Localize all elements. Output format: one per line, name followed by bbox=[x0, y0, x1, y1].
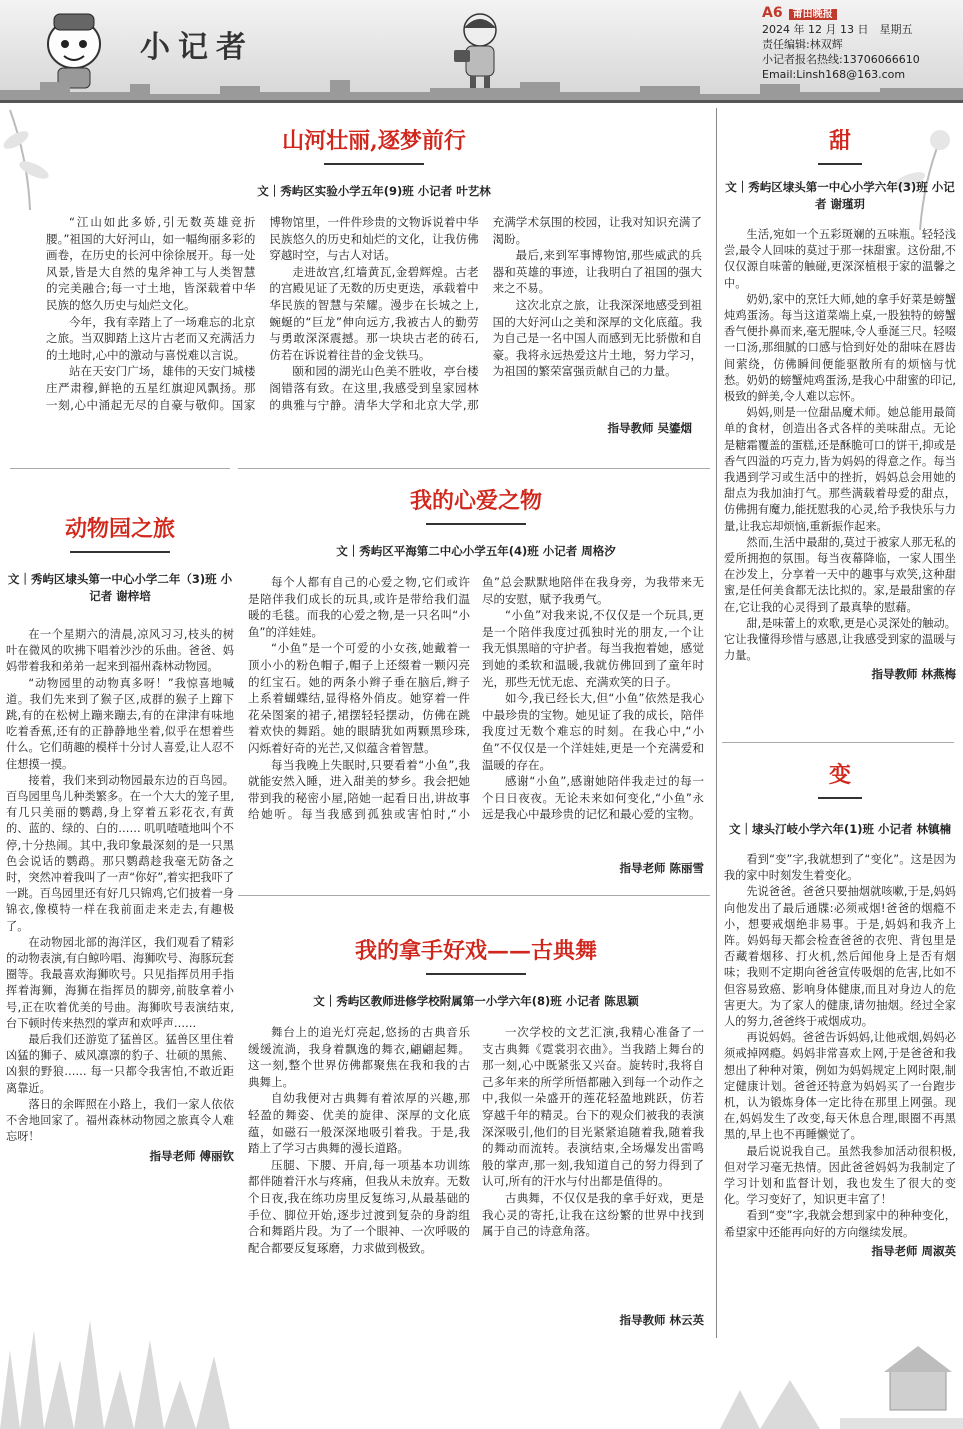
paragraph: 压腿、下腰、开肩,每一项基本功训练都伴随着汗水与疼痛，但我从未放弃。无数个日夜,我在练功房里反复练习,从最基础的手位、脚位开始,逐步过渡到复杂的身韵组合和舞蹈片段。为了一个眼神、一次呼吸的配合都要反复琢磨，力求做到极致。 bbox=[248, 1157, 470, 1255]
article-body bbox=[724, 852, 956, 1241]
article-teacher: 指导老师 傅丽钦 bbox=[149, 1148, 234, 1163]
email-link[interactable]: Email:Linsh168@163.com bbox=[762, 68, 906, 81]
paragraph: “动物园里的动物真多呀！”我惊喜地喊道。我们先来到了猴子区,成群的猴子上蹿下跳,有的在松树上蹦来蹦去,有的在津津有味地吃着香蕉,还有的正静静地坐着,似乎在想着些什么。它们萌趣的模样十分讨人喜爱,让人忍不住想摸一摸。 bbox=[6, 676, 234, 771]
article-zoo bbox=[6, 512, 234, 1164]
column-divider bbox=[716, 108, 717, 1338]
paragraph: 在动物园北部的海洋区，我们观看了精彩的动物表演,有白鲸吟唱、海狮吹号、海豚玩套圈等。我最喜欢海狮吹号。只见指挥员用手指挥着海狮，海狮在指挥员的脚旁,前肢拿着小号,正在吹着优美的号曲。海狮吹号表演结束,台下顿时传来热烈的掌声和欢呼声…… bbox=[6, 935, 234, 1030]
paragraph: 舞台上的追光灯亮起,悠扬的古典音乐缓缓流淌，我身着飘逸的舞衣,翩翩起舞。这一刻,整个世界仿佛都聚焦在我和我的古典舞上。 bbox=[248, 1025, 470, 1089]
paragraph: 然而,生活中最甜的,莫过于被家人那无私的爱所拥抱的氛围。每当夜幕降临，一家人围坐在沙发上，分享着一天中的趣事与欢笑,这种甜蜜,是任何美食都无法比拟的。家,是最甜蜜的存在,它让我的心灵得到了最真挚的慰藉。 bbox=[724, 535, 956, 614]
section-divider bbox=[238, 895, 710, 896]
article-body bbox=[724, 227, 956, 664]
masthead bbox=[0, 0, 963, 103]
paragraph: 一次学校的文艺汇演,我精心准备了一支古典舞《霓裳羽衣曲》。当我踏上舞台的那一刻,心中既紧张又兴奋。旋转时,我将自己多年来的所学所悟都融入到每一个动作之中,我似一朵盛开的莲花轻盈地跳跃，仿若穿越千年的精灵。台下的观众们被我的表演深深吸引,他们的目光紧紧追随着我,随着我的舞动而流转。表演结束,全场爆发出雷鸣般的掌声,那一刻,我知道自己的努力得到了认可,所有的汗水与付出都是值得的。 bbox=[482, 1025, 704, 1189]
paragraph: 走进故宫,红墙黄瓦,金碧辉煌。古老的宫殿见证了无数的历史更迭，承载着中华民族的智慧与荣耀。漫步在长城之上,蜿蜒的“巨龙”伸向远方,我被古人的勤劳与勇敢深深震撼。那一块块古老的砖石,仿若在诉说着往昔的金戈铁马。 bbox=[269, 264, 479, 362]
paragraph: 落日的余晖照在小路上，我们一家人依依不舍地回家了。福州森林动物园之旅真令人难忘呀！ bbox=[6, 1097, 234, 1144]
article-teacher: 指导教师 林云英 bbox=[619, 1313, 704, 1327]
article-bian bbox=[724, 758, 956, 1259]
paragraph: 感谢“小鱼”,感谢她陪伴我走过的每一个日日夜夜。无论未来如何变化,“小鱼”永远是我心中最珍贵的记忆和最心爱的宝物。 bbox=[482, 774, 704, 822]
paragraph: 先说爸爸。爸爸只要抽烟就咳嗽,于是,妈妈向他发出了最后通牒:必须戒烟!爸爸的烟瘾不小，想要戒烟绝非易事。于是,妈妈和我齐上阵。妈妈每天都会检查爸爸的衣兜、背包里是否藏着烟移、打火机,然后闻他身上是否有烟味；我则不定期向爸爸宣传吸烟的危害,比如不但容易致癌、影响身体健康,而且对身边人的危害更大。为了家人的健康,请勿抽烟。经过全家人的努力,爸爸终于戒烟成功。 bbox=[724, 885, 956, 1029]
paragraph: 再说妈妈。爸爸告诉妈妈,让他戒烟,妈妈必须戒掉网瘾。妈妈非常喜欢上网,于是爸爸和我想出了种种对策，例如为妈妈规定上网时限,制定健康计划。爸爸还特意为妈妈买了一台跑步机，认为锻炼身体一定比待在那里上网强。现在,妈妈发生了改变,每天休息合理,眼圈不再黑黑的,早上也不再睡懒觉了。 bbox=[724, 1031, 956, 1142]
article-shanhe bbox=[46, 124, 702, 436]
title-underline bbox=[324, 163, 424, 165]
title-underline bbox=[818, 797, 862, 799]
paragraph: 这次北京之旅，让我深深地感受到祖国的大好河山之美和深厚的文化底蕴。我为自己是一名中国人而感到无比骄傲和自豪。我将永远热爱这片土地，努力学习，为祖国的繁荣富强贡献自己的力量。 bbox=[492, 297, 702, 379]
title-underline bbox=[426, 973, 526, 975]
paragraph: 奶奶,家中的烹饪大师,她的拿手好菜是螃蟹炖鸡蛋汤。每当这道菜端上桌,一股独特的螃蟹香气便扑鼻而来,毫无腥味,令人垂涎三尺。轻啜一口汤,那细腻的口感与恰到好处的甜味在唇齿间萦绕，仿佛瞬间便能驱散所有的烦恼与忧愁。奶奶的螃蟹炖鸡蛋汤,是我心中甜蜜的印记,极致的鲜美,令人难以忘怀。 bbox=[724, 292, 956, 404]
paragraph: 今年，我有幸踏上了一场难忘的北京之旅。当双脚踏上这片古老而又充满活力的土地时,心中的激动与喜悦难以言说。 bbox=[46, 314, 256, 362]
article-body bbox=[46, 214, 702, 418]
article-body bbox=[248, 1024, 704, 1310]
paragraph: 最后说说我自己。虽然我参加活动很积极,但对学习毫无热情。因此爸爸妈妈为我制定了学习计划和监督计划，我也发生了很大的变化。学习变好了，知识更丰富了！ bbox=[724, 1144, 956, 1207]
article-teacher: 指导老师 周淑英 bbox=[871, 1243, 956, 1258]
article-byline: 文｜秀屿区埭头第一中心小学二年（3)班 小记者 谢梓培 bbox=[7, 572, 233, 603]
paragraph: “小鱼”是一个可爱的小女孩,她戴着一顶小小的粉色帽子,帽子上还缀着一颗闪亮的红宝石。她的两条小辫子垂在脑后,辫子上系着蝴蝶结,显得格外俏皮。她穿着一件花朵图案的裙子,裙摆轻轻摆动，仿佛在跳着欢快的舞蹈。她的眼睛犹如两颗黑珍珠,闪烁着好奇的光芒,又似蕴含着智慧。 bbox=[248, 641, 470, 755]
title-underline bbox=[70, 551, 170, 553]
paragraph: 古典舞，不仅仅是我的拿手好戏，更是我心灵的寄托,让我在这纷繁的世界中找到属于自己的诗意角落。 bbox=[482, 1190, 704, 1239]
section-divider bbox=[722, 742, 954, 743]
paragraph: 在一个星期六的清晨,凉风习习,枝头的树叶在微风的吹拂下唱着沙沙的乐曲。爸爸、妈妈带着我和弟弟一起来到福州森林动物园。 bbox=[6, 628, 234, 674]
article-teacher: 指导教师 林燕梅 bbox=[871, 667, 956, 682]
paragraph: 妈妈,则是一位甜品魔术师。她总能用最简单的食材，创造出各式各样的美味甜点。无论是糖霜覆盖的蛋糕,还是酥脆可口的饼干,抑或是香气四溢的巧克力,皆为妈妈的得意之作。每当我遇到学习或生活中的挫折，妈妈总会用她的甜点为我加油打气。那些满载着母爱的甜点，仿佛拥有魔力,能抚慰我的心灵,给予我快乐与力量,让我忘却烦恼,重新振作起来。 bbox=[724, 406, 956, 533]
paragraph: 如今,我已经长大,但“小鱼”依然是我心中最珍贵的宝物。她见证了我的成长，陪伴我度过无数个难忘的时刻。在我心中,“小鱼”不仅仅是一个洋娃娃,更是一个充满爱和温暖的存在。 bbox=[482, 691, 704, 772]
article-title: 我的拿手好戏——古典舞 bbox=[354, 938, 597, 964]
column-title: 小记者 bbox=[140, 30, 254, 65]
section-divider bbox=[238, 468, 710, 469]
paragraph: “小鱼”对我来说,不仅仅是一个玩具,更是一个陪伴我度过孤独时光的朋友,一个让我无惧黑暗的守护者。每当我抱着她，感觉到她的柔软和温暖,我就仿佛回到了童年时光，那些无忧无虑、充满欢笑的日子。 bbox=[482, 608, 704, 689]
article-body bbox=[248, 574, 704, 858]
article-tian bbox=[724, 124, 956, 682]
article-teacher: 指导教师 吴鎏烟 bbox=[607, 421, 692, 435]
article-title: 动物园之旅 bbox=[64, 516, 175, 542]
article-byline: 文｜秀屿区埭头第一中心小学六年(3)班 小记者 谢瑾玥 bbox=[725, 180, 955, 211]
hotline: 小记者报名热线:13706066610 bbox=[762, 53, 920, 66]
title-underline bbox=[426, 523, 526, 525]
paragraph: 站在天安门广场，雄伟的天安门城楼庄严肃穆,鲜艳的五星红旗迎风飘扬。那一刻,心中涌起无尽的自豪与敬仰。国家博物馆里，一件件珍贵的文物诉说着中华民族悠久的历史和灿烂的文化，让我仿佛穿越时空，与古人对话。 bbox=[46, 215, 479, 412]
article-body bbox=[6, 627, 234, 1146]
article-dance bbox=[248, 934, 704, 1328]
paragraph: “江山如此多娇,引无数英雄竞折腰。”祖国的大好河山，如一幅绚丽多彩的画卷，在历史的长河中徐徐展开。每一处风景,皆是大自然的鬼斧神工与人类智慧的完美融合;每一寸土地，皆深载着中华民族的悠久历史与灿烂文化。 bbox=[46, 215, 256, 312]
article-title: 我的心爱之物 bbox=[409, 488, 542, 514]
article-byline: 文｜秀屿区教师进修学校附属第一小学六年(8)班 小记者 陈思颖 bbox=[313, 994, 639, 1008]
page-info bbox=[762, 6, 962, 82]
paragraph: 每个人都有自己的心爱之物,它们或许是陪伴我们成长的玩具,或许是带给我们温暖的毛毯。而我的心爱之物,是一只名叫“小鱼”的洋娃娃。 bbox=[248, 575, 470, 639]
paragraph: 最后我们还游览了猛兽区。猛兽区里住着凶猛的狮子、威风凛凛的豹子、壮硕的黑熊、凶狠的野狼…… 每一只都令我害怕,不敢近距离靠近。 bbox=[6, 1033, 234, 1095]
page-number: A6 bbox=[762, 5, 783, 21]
paragraph: 接着，我们来到动物园最东边的百鸟园。百鸟园里鸟儿种类繁多。在一个大大的笼子里,有几只美丽的鹦鹉,身上穿着五彩花衣,有黄的、蓝的、绿的、白的…… 叽叽喳喳地叫个不停,十分热闹。其中,我印象最深刻的是一只黑色会说话的鹦鹉。那只鹦鹉趁我毫无防备之时，突然冲着我叫了一声“你好”,着实把我吓了一跳。百鸟园里还有好几只锦鸡,它们披着一身锦衣,像模特一样在我前面走来走去,有趣极了。 bbox=[6, 773, 234, 933]
paragraph: 甜,是味蕾上的欢歌,更是心灵深处的触动。它让我懂得珍惜与感恩,让我感受到家的温暖与力量。 bbox=[724, 616, 956, 663]
article-teacher: 指导老师 陈丽雪 bbox=[619, 861, 704, 875]
title-underline bbox=[818, 163, 862, 165]
paragraph: 看到“变”字,我就会想到家中的种种变化，希望家中还能再向好的方向继续发展。 bbox=[724, 1209, 956, 1239]
paragraph: 每当我晚上失眠时,只要看着“小鱼”,我就能安然入睡，进入甜美的梦乡。我会把她带到我的秘密小屋,陪她一起看日出,讲故事给她听。每当我感到孤独或害怕时,“小鱼”总会默默地陪伴在我身旁，为我带来无尽的安慰，赋予我勇气。 bbox=[248, 575, 704, 822]
paragraph: 最后,来到军事博物馆,那些威武的兵器和英雄的事迹，让我明白了祖国的强大来之不易。 bbox=[492, 248, 702, 296]
article-treasure bbox=[248, 484, 704, 876]
issue-date: 2024 年 12 月 13 日 星期五 bbox=[762, 23, 913, 36]
article-title: 变 bbox=[828, 762, 851, 788]
paper-logo: 莆田晚报 bbox=[789, 9, 837, 20]
grass-decoration-icon bbox=[0, 1260, 240, 1429]
article-byline: 文｜埭头汀岐小学六年(1)班 小记者 林镇楠 bbox=[728, 822, 952, 836]
paragraph: 生活,宛如一个五彩斑斓的五味瓶。轻轻浅尝,最令人回味的莫过于那一抹甜蜜。这份甜,不仅仅源自味蕾的触碰,更深深植根于家的温馨之中。 bbox=[724, 228, 956, 290]
paragraph: 自幼我便对古典舞有着浓厚的兴趣,那轻盈的舞姿、优美的旋律、深厚的文化底蕴，如磁石一般深深地吸引着我。于是,我踏上了学习古典舞的漫长道路。 bbox=[248, 1091, 470, 1156]
article-byline: 文｜秀屿区实验小学五年(9)班 小记者 叶艺林 bbox=[257, 184, 491, 198]
article-title: 山河壮丽,逐梦前行 bbox=[282, 128, 466, 154]
paragraph: 看到“变”字,我就想到了“变化”。这是因为我的家中时刻发生着变化。 bbox=[724, 853, 956, 883]
paragraph: 颐和园的湖光山色美不胜收，亭台楼阁错落有致。在这里,我感受到皇家园林的典雅与宁静。清华大学和北京大学,那充满学术氛围的校园，让我对知识充满了渴盼。 bbox=[269, 215, 702, 412]
garden-decoration-icon bbox=[720, 1330, 963, 1429]
section-divider bbox=[10, 468, 230, 469]
editor-line: 责任编辑:林双辉 bbox=[762, 38, 843, 51]
article-byline: 文｜秀屿区平海第二中心小学五年(4)班 小记者 周格汐 bbox=[336, 544, 616, 558]
article-title: 甜 bbox=[828, 128, 851, 154]
